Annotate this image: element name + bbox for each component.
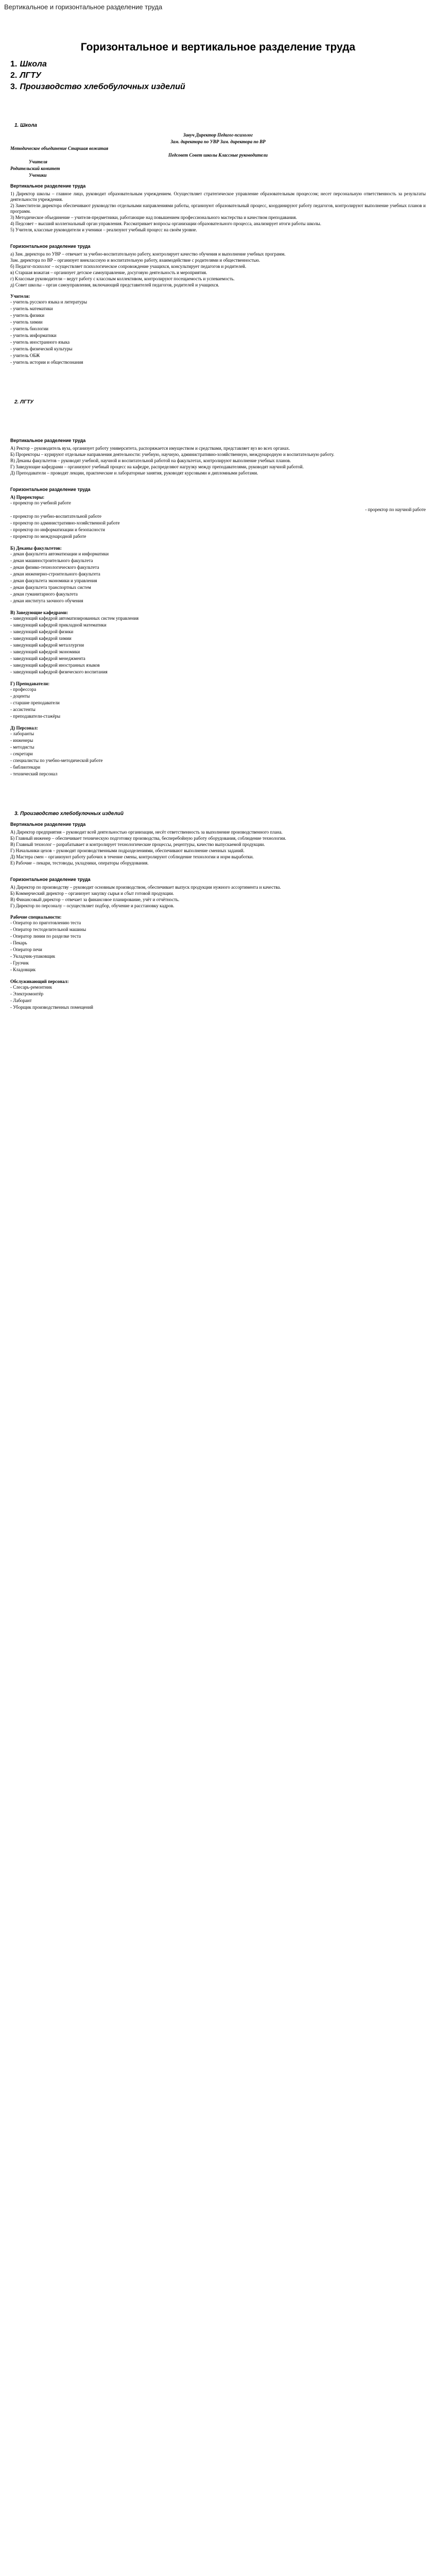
list-item: - учитель ОБЖ: [10, 353, 40, 358]
list-item: - учитель русского языка и литературы: [10, 299, 88, 304]
list-item: - заведующий кафедрой химии: [10, 636, 72, 641]
list-item: - доценты: [10, 693, 30, 699]
list-item: - старшие преподаватели: [10, 700, 60, 705]
toc-item-school[interactable]: 1. Школа: [10, 60, 47, 69]
list-item: - декан физико-технологического факультета: [10, 565, 99, 570]
paragraph: Б) Коммерческий директор – организует закупку сырья и сбыт готовой продукции.: [10, 891, 174, 896]
list-heading: Г) Преподаватели:: [10, 681, 50, 686]
list-item: - декан машиностроительного факультета: [10, 558, 93, 563]
subsection-heading: Вертикальное разделение труда: [10, 822, 86, 827]
list-item: - заведующий кафедрой экономики: [10, 649, 80, 654]
section-bakery: [10, 811, 426, 1010]
page-header: Вертикальное и горизонтальное разделение труда: [4, 3, 163, 11]
toc-item-lgtu[interactable]: 2. ЛГТУ: [10, 71, 41, 80]
paragraph: в) Старшая вожатая – организует детское самоуправление, досуговую деятельность и мероприятия.: [10, 270, 207, 275]
list-item: - проректор по информатизации и безопасности: [10, 527, 105, 532]
list-heading: Обслуживающий персонал:: [10, 979, 69, 984]
paragraph: Зам. директора по ВР – организует внеклассную и воспитательную работу, взаимодействие с родителями и общественностью.: [10, 258, 260, 263]
list-item: - заведующий кафедрой менеджмента: [10, 656, 85, 661]
paragraph: 3) Методическое объединение – учителя-предметники, работающие над повышением профессионального мастерства и качеством преподавания.: [10, 215, 297, 220]
list-item: - Кладовщик: [10, 967, 36, 972]
list-item: - заведующий кафедрой автоматизированных систем управления: [10, 616, 139, 621]
section-school: [10, 123, 426, 365]
list-heading: А) Проректоры:: [10, 495, 45, 500]
list-heading: Учителя:: [10, 294, 30, 299]
list-item: - Укладчик-упаковщик: [10, 954, 56, 959]
list-item: - проректор по учебно-воспитательной работе: [10, 514, 101, 519]
list-item: - декан инженерно-строительного факультета: [10, 571, 100, 577]
list-item: - Электромонтёр: [10, 991, 44, 996]
list-item: - библиотекари: [10, 765, 41, 770]
list-item: - декан гуманитарного факультета: [10, 591, 78, 597]
paragraph: В) Деканы факультетов – руководят учебной, научной и воспитательной работой на факультетах, контролируют выполнение учебных планов.: [10, 458, 291, 463]
list-item: - учитель иностранного языка: [10, 340, 70, 345]
list-item: - методисты: [10, 744, 34, 750]
table-of-contents: [10, 59, 426, 93]
list-item: - учитель информатики: [10, 333, 57, 338]
toc-item-bakery[interactable]: 3. Производство хлебобулочных изделий: [10, 82, 185, 91]
subsection-heading: Вертикальное разделение труда: [10, 183, 86, 189]
list-item: - проректор по учебной работе: [10, 500, 71, 505]
list-item: - профессора: [10, 687, 37, 692]
paragraph: 2) Заместители директора обеспечивают руководство отдельными направлениями работы, организуют образовательный процесс, координируют работу педагогов, контролируют выполнение учебных планов и программ.: [10, 203, 426, 214]
paragraph: 1) Директор школы – главное лицо, руководит образовательным учреждением. Осуществляет стратегическое управление образовательным процессом; несет персональную ответственность за результаты деятельности учреждения.: [10, 191, 426, 202]
list-heading: Б) Деканы факультетов:: [10, 546, 62, 551]
org-chart-line: Завуч Директор Педагог-психолог: [183, 132, 253, 138]
list-item: - заведующий кафедрой физики: [10, 629, 74, 634]
subsection-heading: Горизонтальное разделение труда: [10, 244, 91, 249]
list-item: - учитель биологии: [10, 326, 48, 331]
subsection-heading: Горизонтальное разделение труда: [10, 487, 91, 492]
list-item: - заведующий кафедрой физического воспитания: [10, 669, 108, 674]
paragraph: Д) Преподаватели – проводят лекции, практические и лабораторные занятия, руководят курсовыми и дипломными работами.: [10, 470, 258, 476]
paragraph: В) Главный технолог – разрабатывает и контролирует технологические процессы, рецептуры, качество выпускаемой продукции.: [10, 842, 265, 847]
list-item: - Пекарь: [10, 940, 27, 945]
list-item: - учитель физики: [10, 313, 45, 318]
page-title: Горизонтальное и вертикальное разделение труда: [80, 41, 356, 53]
org-chart-line: Учителя: [29, 159, 47, 164]
paragraph: а) Зам. директора по УВР – отвечает за учебно-воспитательную работу, контролирует качество обучения и выполнение учебных программ.: [10, 251, 286, 257]
list-heading: Рабочие специальности:: [10, 914, 62, 920]
list-item: - заведующий кафедрой иностранных языков: [10, 663, 100, 668]
paragraph: Г) Заведующие кафедрами – организуют учебный процесс на кафедре, распределяют нагрузку между преподавателями, руководят научной работой.: [10, 464, 304, 469]
list-item: - ассистенты: [10, 707, 36, 712]
list-item: - Уборщик производственных помещений: [10, 1005, 93, 1010]
list-item: - Оператор по приготовлению теста: [10, 920, 81, 925]
list-item: - Лаборант: [10, 998, 32, 1003]
paragraph: А) Директор по производству – руководит основным производством, обеспечивает выпуск продукции нужного ассортимента и качества.: [10, 885, 281, 890]
paragraph: В) Финансовый директор – отвечает за финансовое планирование, учёт и отчётность.: [10, 897, 180, 902]
section-lgtu: [10, 399, 426, 777]
org-chart-line: Методическое объединение Старшая вожатая: [10, 146, 109, 151]
list-item: - Грузчик: [10, 960, 29, 965]
paragraph: Г) Директор по персоналу – осуществляет подбор, обучение и расстановку кадров.: [10, 903, 175, 908]
list-item: - учитель истории и обществознания: [10, 360, 83, 365]
list-item: - декан факультета автоматизации и информатики: [10, 551, 109, 556]
paragraph: 4) Педсовет – высший коллегиальный орган управления. Рассматривает вопросы организации образовательного процесса, анализирует итоги работы школы.: [10, 221, 321, 226]
list-item: - инженеры: [10, 738, 33, 743]
paragraph: д) Совет школы – орган самоуправления, включающий представителей педагогов, родителей и учащихся.: [10, 282, 219, 287]
list-item: - декан института заочного обучения: [10, 598, 83, 603]
org-chart-line: Родительский комитет: [10, 166, 60, 171]
list-item: - Оператор печи: [10, 947, 42, 952]
list-item: - учитель химии: [10, 319, 43, 325]
paragraph: Г) Начальники цехов – руководят производственными подразделениями, обеспечивают выполнение сменных заданий.: [10, 848, 245, 853]
list-item: - Слесарь-ремонтник: [10, 985, 53, 990]
list-item: - проректор по международной работе: [10, 534, 86, 539]
subsection-heading: Горизонтальное разделение труда: [10, 877, 91, 882]
list-item: - учитель физической культуры: [10, 346, 73, 351]
list-item: - лаборанты: [10, 731, 34, 736]
section-heading-bakery: 3. Производство хлебобулочных изделий: [14, 811, 124, 817]
paragraph: б) Педагог-психолог – осуществляет психологическое сопровождение учащихся, консультирует педагогов и родителей.: [10, 264, 247, 269]
paragraph: Б) Главный инженер – обеспечивает техническую подготовку производства, бесперебойную работу оборудования, соблюдение технологии.: [10, 836, 286, 841]
list-item: - Оператор тестоделительной машины: [10, 927, 86, 932]
paragraph: Б) Проректоры – курируют отдельные направления деятельности: учебную, научную, административно-хозяйственную, международную и воспитательную работу.: [10, 452, 335, 457]
list-heading: В) Заведующие кафедрами:: [10, 610, 68, 615]
list-item: - технический персонал: [10, 771, 58, 776]
document: [0, 18, 436, 1011]
org-chart-line: Зам. директора по УВР Зам. директора по ВР: [170, 139, 266, 144]
subsection-heading: Вертикальное разделение труда: [10, 438, 86, 443]
list-item: - специалисты по учебно-методической работе: [10, 758, 103, 763]
section-heading-lgtu: 2. ЛГТУ: [14, 399, 34, 405]
list-item: - учитель математики: [10, 306, 53, 311]
org-chart-line: Ученики: [29, 173, 47, 178]
paragraph: Д) Мастера смен – организуют работу рабочих в течение смены, контролируют соблюдение технологии и норм выработки.: [10, 854, 254, 859]
org-chart-line: Педсовет Совет школы Классные руководители: [168, 152, 268, 158]
paragraph: г) Классные руководители – ведут работу с классным коллективом, контролируют посещаемость и успеваемость.: [10, 276, 235, 281]
list-item: - декан факультета транспортных систем: [10, 585, 91, 590]
paragraph: А) Директор предприятия – руководит всей деятельностью организации, несёт ответственность за выполнение производственного плана.: [10, 829, 283, 835]
list-item: - преподаватели-стажёры: [10, 714, 61, 719]
list-item: - заведующий кафедрой металлургии: [10, 642, 84, 648]
list-item: - декан факультета экономики и управления: [10, 578, 97, 583]
paragraph: А) Ректор – руководитель вуза, организует работу университета, распоряжается имуществом и средствами, представляет вуз во всех органах.: [10, 446, 290, 451]
paragraph: Е) Рабочие – пекари, тестоводы, укладчики, операторы оборудования.: [10, 860, 149, 866]
list-item: - проректор по административно-хозяйственной работе: [10, 520, 120, 526]
section-heading-school: 1. Школа: [14, 123, 37, 128]
paragraph: 5) Учителя, классные руководители и ученики – реализуют учебный процесс на своём уровне.: [10, 227, 197, 232]
list-item: - проректор по научной работе: [365, 507, 426, 512]
list-item: - заведующий кафедрой прикладной математики: [10, 622, 107, 628]
list-item: - секретари: [10, 751, 33, 756]
list-item: - Оператор линии по разделке теста: [10, 934, 81, 939]
list-heading: Д) Персонал:: [10, 725, 38, 731]
